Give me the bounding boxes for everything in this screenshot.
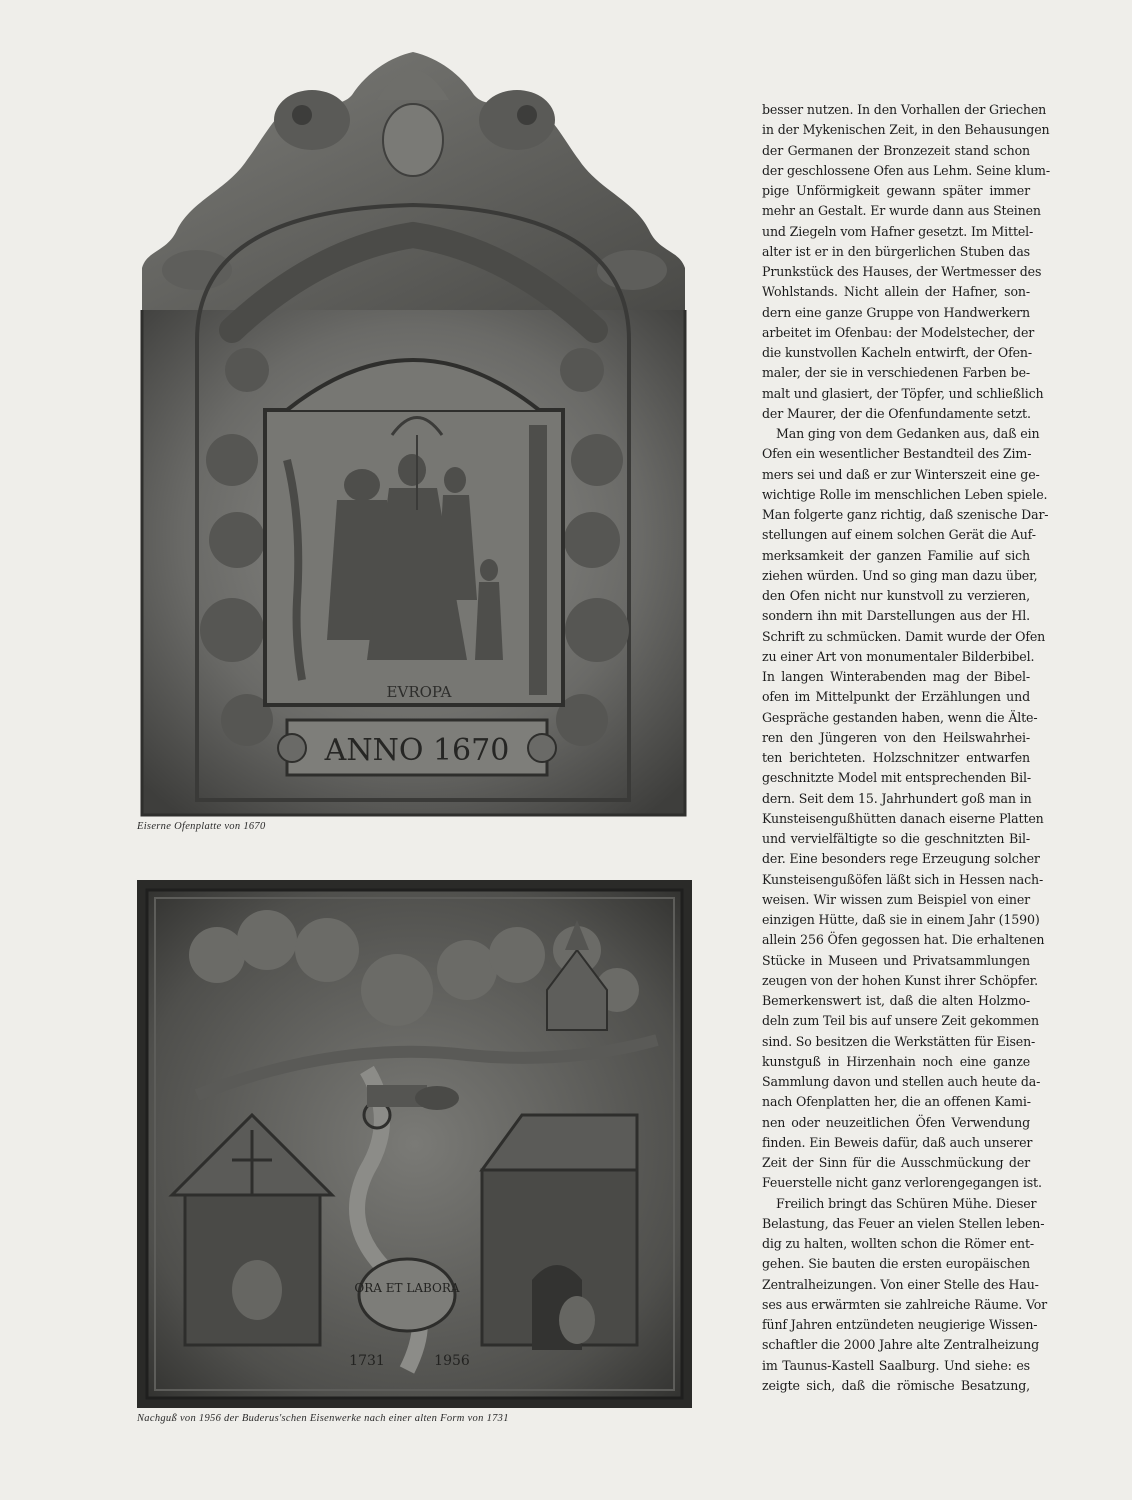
body-line: mehr an Gestalt. Er wurde dann aus Steinen <box>762 203 1041 219</box>
body-line: gehen. Sie bauten die ersten europäischen <box>762 1256 1030 1272</box>
body-line: dig zu halten, wollten schon die Römer ent- <box>762 1236 1035 1251</box>
body-line: den Ofen nicht nur kunstvoll zu verzieren, <box>762 588 1030 603</box>
body-line: in der Mykenischen Zeit, in den Behausungen <box>762 122 1050 138</box>
stove-plate-1670-image <box>137 40 690 818</box>
body-line: Man ging von dem Gedanken aus, daß ein <box>776 426 1040 441</box>
body-line: und vervielfältigte so die geschnitzten Bil- <box>762 831 1030 846</box>
body-line: Zentralheizungen. Von einer Stelle des Hau- <box>762 1276 1039 1292</box>
body-line: ren den Jüngeren von den Heilswahrhei- <box>762 729 1030 745</box>
plate-inscription-year-1731: 1731 <box>349 1353 385 1369</box>
plate-inscription-europa: EVROPA <box>386 683 452 701</box>
plate-inscription-ora-et-labora: ORA ET LABORA <box>354 1281 460 1295</box>
body-line: geschnitzte Model mit entsprechenden Bil- <box>762 770 1031 786</box>
body-line: weisen. Wir wissen zum Beispiel von einer <box>762 891 1030 907</box>
body-line: fünf Jahren entzündeten neugierige Wissen- <box>762 1317 1038 1332</box>
body-line: stellungen auf einem solchen Gerät die Auf- <box>762 527 1036 543</box>
body-line: der Germanen der Bronzezeit stand schon <box>762 142 1030 158</box>
body-line: merksamkeit der ganzen Familie auf sich <box>762 547 1030 563</box>
body-text-column <box>762 100 1050 1396</box>
body-line: Sammlung davon und stellen auch heute da- <box>762 1074 1041 1089</box>
body-line: sind. So besitzen die Werkstätten für Eisen- <box>762 1033 1036 1049</box>
body-line: der. Eine besonders rege Erzeugung solcher <box>762 851 1040 867</box>
stove-plate-1670-drawing <box>137 40 690 818</box>
body-line: einzigen Hütte, daß sie in einem Jahr (1590) <box>762 912 1040 927</box>
body-line: ofen im Mittelpunkt der Erzählungen und <box>762 689 1030 705</box>
figure-caption-1956: Nachguß von 1956 der Buderus'schen Eisenwerke nach einer alten Form von 1731 <box>137 1413 509 1424</box>
body-line: pige Unförmigkeit gewann später immer <box>762 183 1030 198</box>
figure-caption-1670: Eiserne Ofenplatte von 1670 <box>137 821 266 832</box>
body-line: die kunstvollen Kacheln entwirft, der Ofen- <box>762 345 1032 360</box>
body-line: alter ist er in den bürgerlichen Stuben das <box>762 243 1030 259</box>
body-line: der Maurer, der die Ofenfundamente setzt. <box>762 405 1031 421</box>
body-line: nach Ofenplatten her, die an offenen Kami- <box>762 1094 1031 1110</box>
stove-plate-1731-drawing <box>137 880 692 1408</box>
body-line: Gespräche gestanden haben, wenn die Älte- <box>762 709 1038 725</box>
body-line: Freilich bringt das Schüren Mühe. Dieser <box>776 1195 1037 1211</box>
body-line: zeigte sich, daß die römische Besatzung, <box>762 1377 1030 1393</box>
body-line: Belastung, das Feuer an vielen Stellen leben- <box>762 1215 1045 1231</box>
body-line: dern eine ganze Gruppe von Handwerkern <box>762 304 1030 320</box>
body-line: arbeitet im Ofenbau: der Modelstecher, der <box>762 324 1035 340</box>
body-line: Wohlstands. Nicht allein der Hafner, son- <box>762 284 1030 300</box>
body-line: maler, der sie in verschiedenen Farben be- <box>762 365 1030 381</box>
body-line: nen oder neuzeitlichen Öfen Verwendung <box>762 1114 1030 1130</box>
body-line: der geschlossene Ofen aus Lehm. Seine klum- <box>762 162 1050 178</box>
body-line: Man folgerte ganz richtig, daß szenische Dar- <box>762 507 1049 522</box>
body-line: sondern ihn mit Darstellungen aus der Hl. <box>762 608 1030 624</box>
body-line: Kunsteisengußhütten danach eiserne Platten <box>762 810 1044 826</box>
body-line: malt und glasiert, der Töpfer, und schließlich <box>762 385 1044 401</box>
body-line: und Ziegeln vom Hafner gesetzt. Im Mittel- <box>762 223 1034 239</box>
body-line: besser nutzen. In den Vorhallen der Griechen <box>762 102 1047 117</box>
body-line: Kunsteisengußöfen läßt sich in Hessen nach- <box>762 871 1044 887</box>
body-line: mers sei und daß er zur Winterszeit eine ge- <box>762 466 1040 482</box>
stove-plate-1731-image <box>137 880 692 1408</box>
body-line: kunstguß in Hirzenhain noch eine ganze <box>762 1053 1030 1069</box>
body-line: ses aus erwärmten sie zahlreiche Räume. Vor <box>762 1296 1048 1312</box>
body-line: zeugen von der hohen Kunst ihrer Schöpfer. <box>762 972 1038 988</box>
plate-inscription-anno: ANNO 1670 <box>324 733 510 768</box>
body-line: ziehen würden. Und so ging man dazu über, <box>762 567 1038 583</box>
body-line: im Taunus-Kastell Saalburg. Und siehe: es <box>762 1357 1030 1373</box>
body-line: deln zum Teil bis auf unsere Zeit gekommen <box>762 1013 1039 1029</box>
body-line: Bemerkenswert ist, daß die alten Holzmo- <box>762 993 1030 1008</box>
body-line: schaftler die 2000 Jahre alte Zentralheizung <box>762 1337 1039 1353</box>
body-line: dern. Seit dem 15. Jahrhundert goß man in <box>762 790 1032 806</box>
body-line: zu einer Art von monumentaler Bilderbibel. <box>762 648 1035 664</box>
body-line: wichtige Rolle im menschlichen Leben spiele. <box>762 486 1048 502</box>
body-line: finden. Ein Beweis dafür, daß auch unserer <box>762 1134 1033 1150</box>
body-line: In langen Winterabenden mag der Bibel- <box>762 669 1030 684</box>
plate-inscription-year-1956: 1956 <box>434 1353 470 1369</box>
body-line: Zeit der Sinn für die Ausschmückung der <box>762 1155 1030 1170</box>
body-line: Schrift zu schmücken. Damit wurde der Ofen <box>762 628 1046 644</box>
body-line: Stücke in Museen und Privatsammlungen <box>762 952 1030 968</box>
body-line: Ofen ein wesentlicher Bestandteil des Zim- <box>762 446 1032 462</box>
body-line: Feuerstelle nicht ganz verlorengegangen ist. <box>762 1175 1042 1191</box>
body-line: allein 256 Öfen gegossen hat. Die erhaltenen <box>762 932 1045 948</box>
body-line: Prunkstück des Hauses, der Wertmesser des <box>762 264 1042 279</box>
body-line: ten berichteten. Holzschnitzer entwarfen <box>762 750 1030 765</box>
